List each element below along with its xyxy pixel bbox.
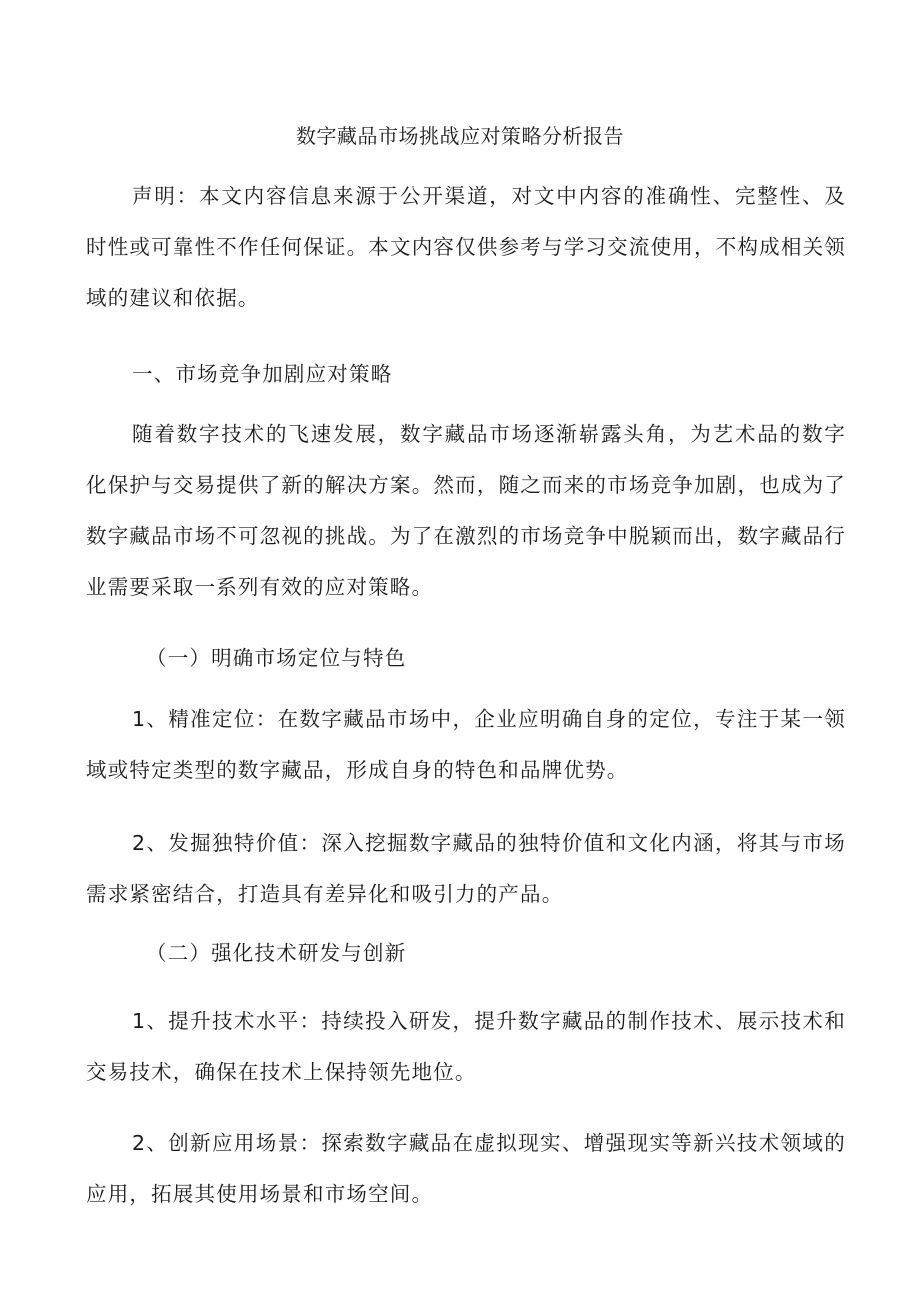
list-item-tech-level: 1、提升技术水平：持续投入研发，提升数字藏品的制作技术、展示技术和交易技术，确保在技术上保持领先地位。 (86, 1009, 846, 1084)
list-item-unique-value: 2、发掘独特价值：深入挖掘数字藏品的独特价值和文化内涵，将其与市场需求紧密结合，打造具有差异化和吸引力的产品。 (86, 831, 846, 906)
list-item-precise-positioning: 1、精准定位：在数字藏品市场中，企业应明确自身的定位，专注于某一领域或特定类型的数字藏品，形成自身的特色和品牌优势。 (86, 707, 846, 782)
section-heading: 一、市场竞争加剧应对策略 (132, 362, 393, 386)
subsection-heading-2: （二）强化技术研发与创新 (146, 941, 407, 965)
subsection-heading-1: （一）明确市场定位与特色 (146, 646, 407, 670)
document-title: 数字藏品市场挑战应对策略分析报告 (296, 124, 624, 148)
section-intro-paragraph: 随着数字技术的飞速发展，数字藏品市场逐渐崭露头角，为艺术品的数字化保护与交易提供了新的解决方案。然而，随之而来的市场竞争加剧，也成为了数字藏品市场不可忽视的挑战。为了在激烈的市场竞争中脱颖而出，数字藏品行业需要采取一系列有效的应对策略。 (86, 422, 846, 599)
disclaimer-paragraph: 声明：本文内容信息来源于公开渠道，对文中内容的准确性、完整性、及时性或可靠性不作任何保证。本文内容仅供参考与学习交流使用，不构成相关领域的建议和依据。 (86, 184, 846, 310)
list-item-application-scenarios: 2、创新应用场景：探索数字藏品在虚拟现实、增强现实等新兴技术领域的应用，拓展其使用场景和市场空间。 (86, 1131, 846, 1206)
